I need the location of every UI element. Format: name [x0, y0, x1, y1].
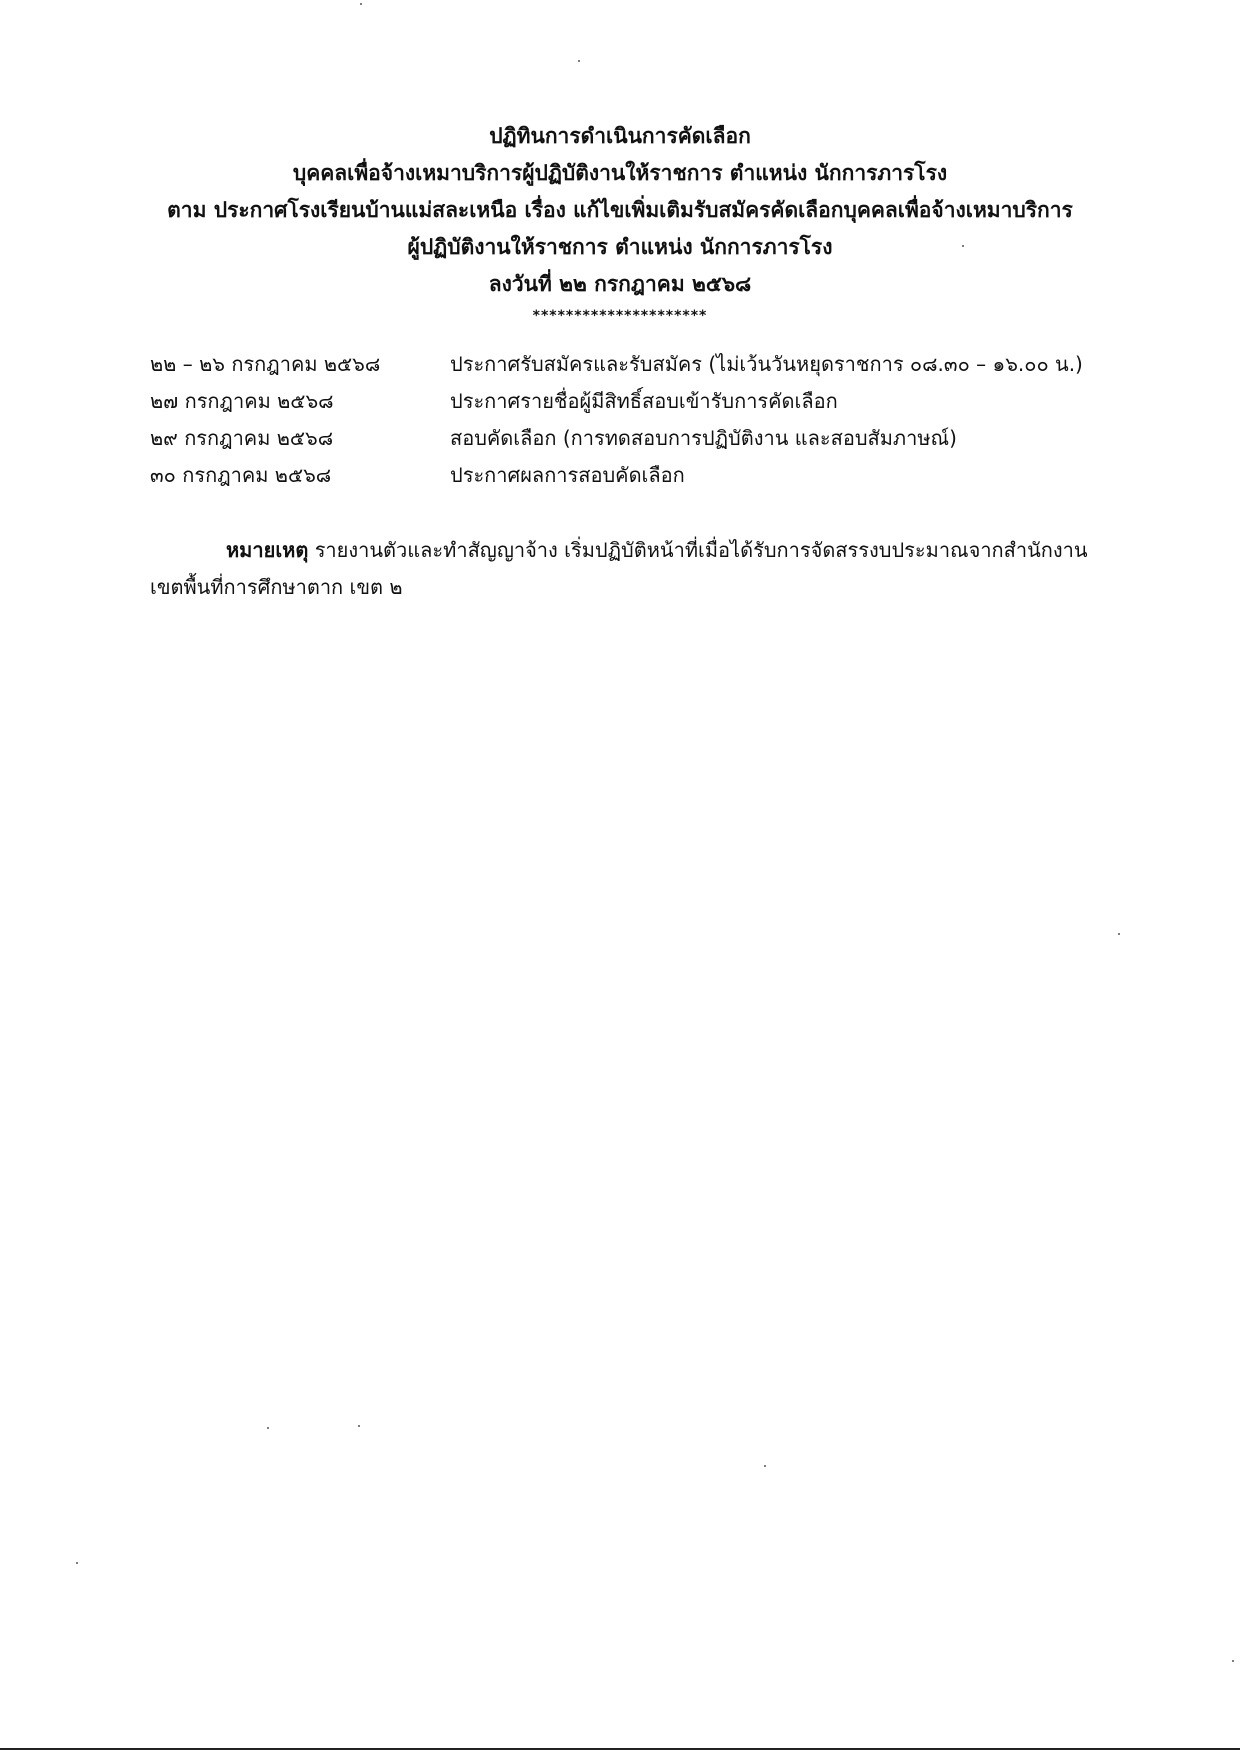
scan-speck: [962, 245, 964, 247]
schedule-date: ๒๗ กรกฎาคม ๒๕๖๘: [150, 389, 334, 413]
schedule-date: ๓๐ กรกฎาคม ๒๕๖๘: [150, 463, 332, 487]
scan-speck: [578, 60, 580, 62]
schedule-date: ๒๙ กรกฎาคม ๒๕๖๘: [150, 426, 334, 450]
scan-speck: [360, 3, 362, 5]
document-title: ปฏิทินการดำเนินการคัดเลือก: [489, 124, 751, 148]
remark-first-line: [150, 532, 1140, 569]
schedule-list: [150, 346, 1130, 494]
scan-speck: [1232, 1660, 1234, 1662]
schedule-row: [150, 383, 1130, 420]
remark-text: รายงานตัวและทำสัญญาจ้าง เริ่มปฏิบัติหน้าที่เมื่อได้รับการจัดสรรงบประมาณจากสำนักงาน: [314, 538, 1088, 562]
header-line-date: ลงวันที่ ๒๒ กรกฎาคม ๒๕๖๘: [488, 272, 752, 296]
remark-label: หมายเหตุ: [226, 538, 309, 562]
scan-speck: [358, 1425, 360, 1427]
schedule-activity: ประกาศผลการสอบคัดเลือก: [450, 463, 685, 487]
scan-speck: [267, 1427, 269, 1429]
scan-speck: [1118, 933, 1120, 935]
schedule-date: ๒๒ – ๒๖ กรกฎาคม ๒๕๖๘: [150, 352, 381, 376]
remark-paragraph: [150, 532, 1140, 606]
schedule-activity: สอบคัดเลือก (การทดสอบการปฏิบัติงาน และสอบสัมภาษณ์): [450, 426, 957, 450]
header-line-position: บุคคลเพื่อจ้างเหมาบริการผู้ปฏิบัติงานให้ราชการ ตำแหน่ง นักการภารโรง: [292, 161, 948, 185]
schedule-row: [150, 346, 1130, 383]
remark-second-line: เขตพื้นที่การศึกษาตาก เขต ๒: [150, 575, 403, 599]
document-header: [100, 118, 1140, 327]
bottom-rule: [0, 1748, 1240, 1750]
scan-speck: [764, 1465, 766, 1467]
schedule-row: [150, 457, 1130, 494]
schedule-activity: ประกาศรับสมัครและรับสมัคร (ไม่เว้นวันหยุดราชการ ๐๘.๓๐ – ๑๖.๐๐ น.): [450, 352, 1083, 376]
header-line-position-continued: ผู้ปฏิบัติงานให้ราชการ ตำแหน่ง นักการภารโรง: [407, 235, 833, 259]
schedule-activity: ประกาศรายชื่อผู้มีสิทธิ์สอบเข้ารับการคัดเลือก: [450, 389, 838, 413]
star-divider: *********************: [532, 308, 708, 324]
scan-speck: [76, 1562, 78, 1564]
schedule-row: [150, 420, 1130, 457]
header-line-announcement: ตาม ประกาศโรงเรียนบ้านแม่สละเหนือ เรื่อง แก้ไขเพิ่มเติมรับสมัครคัดเลือกบุคคลเพื่อจ้างเหมาบริการ: [167, 198, 1073, 222]
